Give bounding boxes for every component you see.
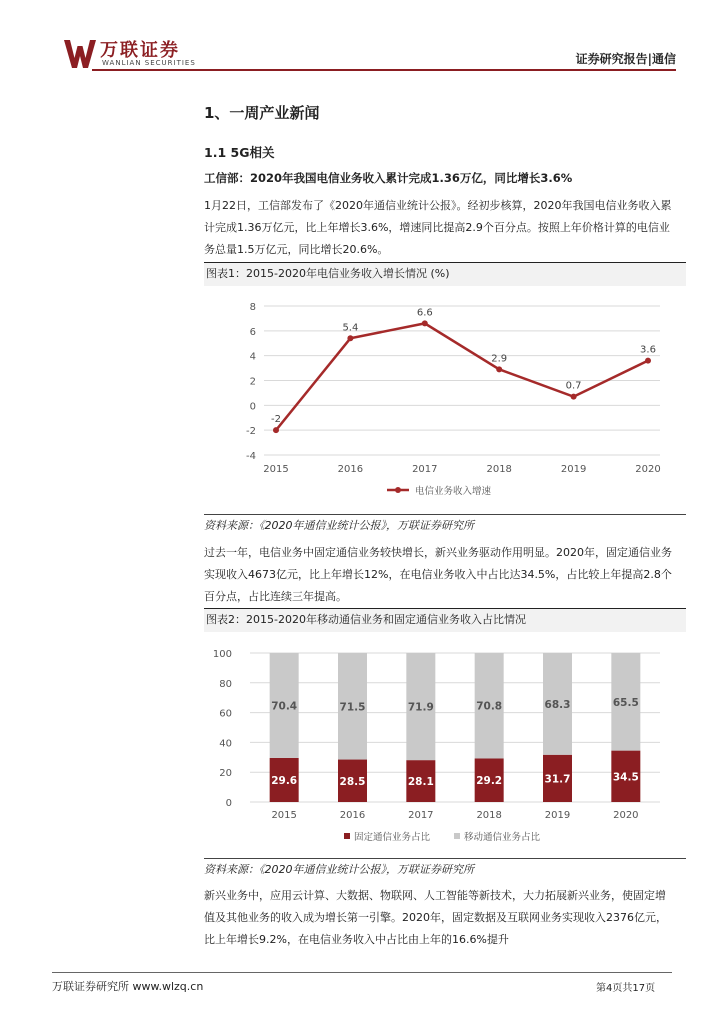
company-logo <box>64 38 224 72</box>
stacked-bar-chart <box>204 634 686 862</box>
figure-2-source: 资料来源：《2020年通信业统计公报》，万联证券研究所 <box>204 858 686 880</box>
data-label: 31.7 <box>544 773 571 786</box>
data-label: 2.9 <box>491 353 508 365</box>
x-tick-label: 2015 <box>271 810 297 821</box>
figure-1-source: 资料来源：《2020年通信业统计公报》，万联证券研究所 <box>204 514 686 536</box>
data-label: 34.5 <box>612 771 639 784</box>
y-tick-label: 6 <box>249 326 256 338</box>
data-point <box>273 427 279 433</box>
data-label: 28.1 <box>407 776 434 789</box>
wanlian-logo-icon <box>64 38 96 70</box>
y-tick-label: 40 <box>219 738 232 750</box>
data-label: -2 <box>271 414 281 426</box>
y-tick-label: 100 <box>212 649 232 660</box>
x-tick-label: 2019 <box>544 810 571 821</box>
news-headline: 工信部：2020年我国电信业务收入累计完成1.36万亿，同比增长3.6% <box>204 171 573 185</box>
legend-label: 电信业务收入增速 <box>415 486 492 497</box>
logo-name-en: WANLIAN SECURITIES <box>102 59 196 67</box>
data-label: 71.5 <box>339 701 366 714</box>
x-tick-label: 2018 <box>486 464 512 475</box>
data-label: 29.6 <box>271 774 298 787</box>
figure-1-title: 图表1：2015-2020年电信业务收入增长情况 (%) <box>204 262 686 286</box>
y-tick-label: -4 <box>246 451 256 462</box>
x-tick-label: 2019 <box>560 464 587 475</box>
data-label: 28.5 <box>339 775 366 788</box>
header-divider <box>92 69 676 71</box>
data-point <box>571 394 577 400</box>
data-label: 3.6 <box>640 344 656 356</box>
y-tick-label: 2 <box>249 376 256 388</box>
section-heading: 1、一周产业新闻 <box>204 104 320 122</box>
y-tick-label: 8 <box>249 302 256 313</box>
y-tick-label: 20 <box>219 768 232 780</box>
data-point <box>422 320 428 326</box>
data-label: 70.8 <box>476 700 503 713</box>
data-point <box>347 335 353 341</box>
page-number: 第4页共17页 <box>596 983 656 994</box>
data-label: 0.7 <box>565 380 582 392</box>
y-tick-label: 0 <box>249 401 256 413</box>
y-tick-label: -2 <box>246 426 256 438</box>
y-tick-label: 80 <box>219 678 232 690</box>
paragraph-3: 新兴业务中，应用云计算、大数据、物联网、人工智能等新技术，大力拓展新兴业务，使固定增值及其他业务的收入成为增长第一引擎。2020年，固定数据及互联网业务实现收入2376亿元，比上年增长9.2%，在电信业务收入中占比由上年的16.6%提升 <box>204 889 667 946</box>
data-label: 68.3 <box>544 698 571 711</box>
data-label: 65.5 <box>612 696 639 709</box>
x-tick-label: 2018 <box>476 810 502 821</box>
legend-swatch <box>454 833 460 839</box>
paragraph-1: 1月22日，工信部发布了《2020年通信业统计公报》。经初步核算，2020年我国电信业务收入累计完成1.36万亿元，比上年增长3.6%，增速同比提高2.9个百分点。按照上年价格计算的电信业务总量1.5万亿元，同比增长20.6%。 <box>204 199 672 256</box>
data-label: 29.2 <box>476 775 503 788</box>
legend-swatch <box>344 833 350 839</box>
data-point <box>496 366 502 372</box>
data-label: 71.9 <box>407 701 434 714</box>
x-tick-label: 2015 <box>263 464 289 475</box>
data-point <box>645 358 651 364</box>
figure-2-title: 图表2：2015-2020年移动通信业务和固定通信业务收入占比情况 <box>204 608 686 632</box>
data-label: 70.4 <box>271 700 298 713</box>
legend-point-marker <box>395 487 401 493</box>
x-tick-label: 2020 <box>635 464 661 475</box>
logo-name-cn: 万联证券 <box>100 40 180 61</box>
x-tick-label: 2016 <box>337 464 364 475</box>
series-line <box>276 323 648 430</box>
legend-label: 移动通信业务占比 <box>464 832 541 843</box>
subsection-heading: 1.1 5G相关 <box>204 145 275 160</box>
footer-divider <box>52 972 672 973</box>
y-tick-label: 4 <box>249 351 256 363</box>
x-tick-label: 2020 <box>613 810 639 821</box>
page-header <box>52 30 676 72</box>
x-tick-label: 2017 <box>408 810 434 821</box>
footer-source: 万联证券研究所 www.wlzq.cn <box>52 980 204 993</box>
y-tick-label: 60 <box>219 708 232 720</box>
report-category: 证券研究报告|通信 <box>575 52 676 66</box>
line-chart <box>204 288 686 518</box>
y-tick-label: 0 <box>225 798 232 809</box>
x-tick-label: 2017 <box>412 464 438 475</box>
legend-label: 固定通信业务占比 <box>354 832 431 843</box>
data-label: 6.6 <box>416 307 433 319</box>
data-label: 5.4 <box>342 322 359 334</box>
x-tick-label: 2016 <box>339 810 366 821</box>
paragraph-2: 过去一年，电信业务中固定通信业务较快增长，新兴业务驱动作用明显。2020年，固定通信业务实现收入4673亿元，比上年增长12%，在电信业务收入中占比达34.5%，占比较上年提高2.8个百分点，占比连续三年提高。 <box>204 546 672 603</box>
